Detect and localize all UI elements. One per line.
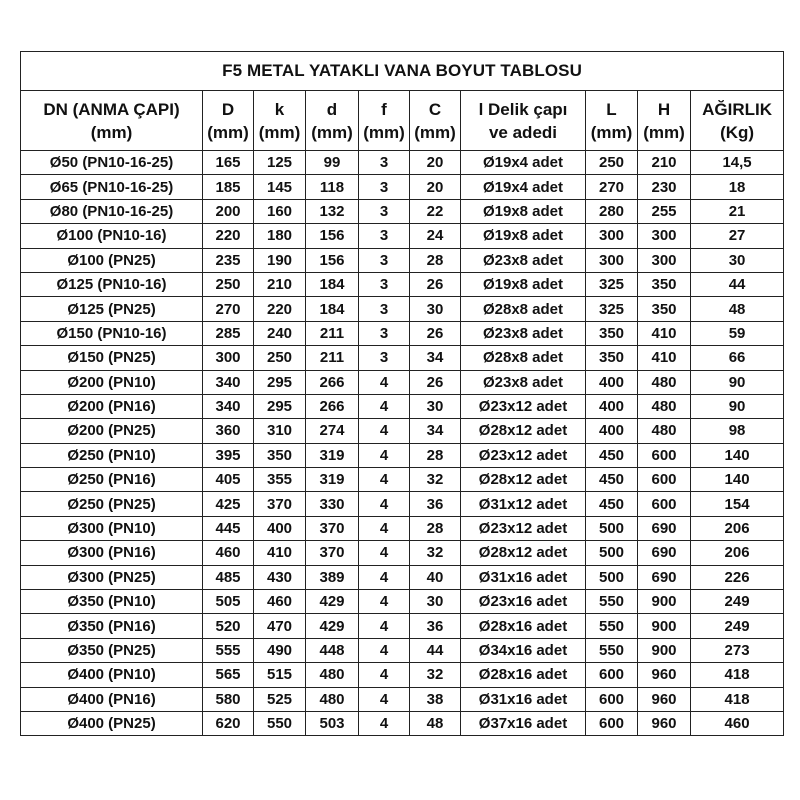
cell-h: 600 [638,443,691,467]
table-row [21,663,784,687]
cell-dn: Ø125 (PN25) [21,297,203,321]
header-bolt-holes-label: l Delik çapı [478,99,568,119]
cell-k: 145 [254,175,306,199]
cell-d-outer: 405 [203,468,254,492]
header-weight-label: AĞIRLIK [702,99,772,119]
cell-f: 4 [359,492,410,516]
table-row [21,272,784,296]
cell-d-inner: 480 [306,663,359,687]
table-row [21,199,784,223]
cell-bolt-holes: Ø28x12 adet [461,468,586,492]
cell-dn: Ø50 (PN10-16-25) [21,151,203,175]
cell-d-inner: 370 [306,516,359,540]
cell-l: 600 [586,711,638,735]
cell-bolt-holes: Ø28x16 adet [461,663,586,687]
cell-l: 400 [586,419,638,443]
cell-dn: Ø250 (PN25) [21,492,203,516]
header-dn-label: DN (ANMA ÇAPI) [43,99,180,119]
cell-weight: 249 [691,614,784,638]
header-d-inner-label: d [326,99,338,119]
cell-c: 26 [410,272,461,296]
cell-l: 300 [586,248,638,272]
cell-weight: 90 [691,370,784,394]
cell-f: 3 [359,346,410,370]
header-l-unit: (mm) [590,122,633,142]
cell-d-outer: 505 [203,590,254,614]
cell-f: 4 [359,711,410,735]
table-row [21,248,784,272]
cell-c: 48 [410,711,461,735]
cell-k: 220 [254,297,306,321]
header-bolt-holes [461,91,586,151]
table-row [21,516,784,540]
header-d-inner [306,91,359,151]
cell-d-inner: 274 [306,419,359,443]
cell-bolt-holes: Ø31x12 adet [461,492,586,516]
cell-d-outer: 285 [203,321,254,345]
cell-bolt-holes: Ø23x12 adet [461,516,586,540]
cell-l: 550 [586,614,638,638]
header-d-inner-unit: (mm) [311,122,353,142]
cell-d-inner: 156 [306,248,359,272]
cell-bolt-holes: Ø23x12 adet [461,443,586,467]
cell-d-inner: 480 [306,687,359,711]
cell-d-outer: 165 [203,151,254,175]
cell-f: 4 [359,394,410,418]
header-c-label: C [428,99,442,119]
header-bolt-holes-unit: ve adedi [488,122,558,142]
cell-c: 34 [410,346,461,370]
cell-k: 180 [254,224,306,248]
cell-d-inner: 370 [306,541,359,565]
table-row [21,541,784,565]
cell-d-outer: 185 [203,175,254,199]
cell-weight: 44 [691,272,784,296]
header-h [638,91,691,151]
table-body [21,151,784,736]
cell-d-inner: 118 [306,175,359,199]
cell-h: 410 [638,321,691,345]
cell-bolt-holes: Ø31x16 adet [461,687,586,711]
header-d-outer-unit: (mm) [207,122,249,142]
cell-k: 400 [254,516,306,540]
cell-weight: 140 [691,468,784,492]
cell-bolt-holes: Ø23x12 adet [461,394,586,418]
cell-dn: Ø350 (PN25) [21,638,203,662]
table-row [21,711,784,735]
cell-d-inner: 99 [306,151,359,175]
cell-f: 3 [359,248,410,272]
cell-d-inner: 184 [306,272,359,296]
cell-f: 4 [359,687,410,711]
cell-weight: 30 [691,248,784,272]
cell-bolt-holes: Ø19x4 adet [461,151,586,175]
table-row [21,687,784,711]
table-title: F5 METAL YATAKLI VANA BOYUT TABLOSU [21,52,784,91]
cell-d-inner: 330 [306,492,359,516]
cell-weight: 27 [691,224,784,248]
cell-k: 210 [254,272,306,296]
cell-c: 22 [410,199,461,223]
cell-k: 250 [254,346,306,370]
cell-l: 280 [586,199,638,223]
cell-k: 310 [254,419,306,443]
cell-l: 450 [586,443,638,467]
cell-d-outer: 270 [203,297,254,321]
header-dn [21,91,203,151]
cell-bolt-holes: Ø19x8 adet [461,272,586,296]
table-row [21,346,784,370]
cell-h: 690 [638,565,691,589]
cell-f: 3 [359,272,410,296]
cell-d-outer: 445 [203,516,254,540]
cell-bolt-holes: Ø23x16 adet [461,590,586,614]
cell-k: 160 [254,199,306,223]
cell-d-outer: 520 [203,614,254,638]
cell-h: 480 [638,394,691,418]
cell-d-inner: 389 [306,565,359,589]
cell-h: 255 [638,199,691,223]
cell-weight: 154 [691,492,784,516]
cell-f: 4 [359,541,410,565]
cell-bolt-holes: Ø19x8 adet [461,224,586,248]
header-f [359,91,410,151]
header-d-outer-label: D [221,99,235,119]
cell-f: 3 [359,199,410,223]
cell-d-outer: 425 [203,492,254,516]
cell-d-inner: 429 [306,614,359,638]
cell-l: 500 [586,516,638,540]
header-weight-unit: (Kg) [720,122,755,142]
cell-weight: 206 [691,516,784,540]
cell-d-outer: 460 [203,541,254,565]
cell-l: 400 [586,394,638,418]
cell-weight: 66 [691,346,784,370]
cell-bolt-holes: Ø19x4 adet [461,175,586,199]
cell-l: 450 [586,492,638,516]
cell-weight: 21 [691,199,784,223]
cell-c: 36 [410,492,461,516]
cell-weight: 90 [691,394,784,418]
cell-c: 30 [410,590,461,614]
cell-k: 550 [254,711,306,735]
header-h-unit: (mm) [643,122,685,142]
cell-f: 4 [359,468,410,492]
cell-c: 24 [410,224,461,248]
cell-c: 28 [410,516,461,540]
cell-k: 125 [254,151,306,175]
cell-weight: 460 [691,711,784,735]
table-row [21,614,784,638]
cell-k: 355 [254,468,306,492]
cell-d-inner: 448 [306,638,359,662]
header-row [21,91,784,151]
cell-f: 3 [359,175,410,199]
cell-h: 960 [638,687,691,711]
cell-l: 400 [586,370,638,394]
cell-c: 28 [410,248,461,272]
cell-d-outer: 235 [203,248,254,272]
cell-d-inner: 503 [306,711,359,735]
cell-d-outer: 340 [203,370,254,394]
cell-k: 490 [254,638,306,662]
cell-weight: 48 [691,297,784,321]
cell-h: 960 [638,711,691,735]
cell-dn: Ø250 (PN16) [21,468,203,492]
cell-d-outer: 580 [203,687,254,711]
cell-f: 4 [359,565,410,589]
cell-bolt-holes: Ø23x8 adet [461,321,586,345]
table-row [21,394,784,418]
cell-dn: Ø400 (PN16) [21,687,203,711]
header-d-outer [203,91,254,151]
table-row [21,175,784,199]
cell-c: 32 [410,468,461,492]
cell-d-inner: 319 [306,443,359,467]
table-row [21,638,784,662]
cell-c: 36 [410,614,461,638]
cell-f: 4 [359,638,410,662]
cell-f: 4 [359,419,410,443]
cell-dn: Ø300 (PN16) [21,541,203,565]
cell-l: 350 [586,346,638,370]
valve-dimension-table [20,51,784,736]
table-row [21,492,784,516]
cell-d-inner: 266 [306,394,359,418]
cell-weight: 59 [691,321,784,345]
header-h-label: H [657,99,671,119]
cell-bolt-holes: Ø34x16 adet [461,638,586,662]
cell-c: 40 [410,565,461,589]
cell-dn: Ø200 (PN25) [21,419,203,443]
cell-k: 295 [254,370,306,394]
cell-dn: Ø200 (PN10) [21,370,203,394]
cell-d-inner: 156 [306,224,359,248]
cell-k: 515 [254,663,306,687]
cell-dn: Ø400 (PN10) [21,663,203,687]
header-weight [691,91,784,151]
cell-l: 350 [586,321,638,345]
cell-l: 550 [586,590,638,614]
cell-h: 300 [638,224,691,248]
cell-h: 300 [638,248,691,272]
cell-weight: 140 [691,443,784,467]
cell-bolt-holes: Ø23x8 adet [461,370,586,394]
table-row [21,590,784,614]
header-k [254,91,306,151]
cell-d-inner: 211 [306,321,359,345]
table-row [21,419,784,443]
cell-dn: Ø350 (PN10) [21,590,203,614]
cell-h: 900 [638,614,691,638]
cell-dn: Ø150 (PN10-16) [21,321,203,345]
cell-dn: Ø300 (PN25) [21,565,203,589]
header-k-label: k [274,99,285,119]
cell-bolt-holes: Ø28x16 adet [461,614,586,638]
cell-bolt-holes: Ø28x8 adet [461,297,586,321]
cell-c: 34 [410,419,461,443]
cell-k: 240 [254,321,306,345]
cell-weight: 206 [691,541,784,565]
cell-h: 600 [638,492,691,516]
cell-h: 600 [638,468,691,492]
cell-f: 3 [359,151,410,175]
cell-dn: Ø150 (PN25) [21,346,203,370]
header-l [586,91,638,151]
cell-c: 30 [410,297,461,321]
cell-dn: Ø200 (PN16) [21,394,203,418]
cell-l: 450 [586,468,638,492]
cell-f: 4 [359,663,410,687]
cell-d-outer: 250 [203,272,254,296]
cell-d-outer: 200 [203,199,254,223]
cell-f: 4 [359,590,410,614]
cell-h: 480 [638,370,691,394]
cell-d-outer: 485 [203,565,254,589]
cell-c: 38 [410,687,461,711]
cell-k: 525 [254,687,306,711]
cell-d-outer: 300 [203,346,254,370]
cell-dn: Ø400 (PN25) [21,711,203,735]
cell-l: 270 [586,175,638,199]
cell-weight: 226 [691,565,784,589]
cell-d-outer: 565 [203,663,254,687]
cell-h: 690 [638,541,691,565]
cell-bolt-holes: Ø31x16 adet [461,565,586,589]
cell-dn: Ø125 (PN10-16) [21,272,203,296]
cell-weight: 249 [691,590,784,614]
cell-d-inner: 429 [306,590,359,614]
cell-h: 350 [638,272,691,296]
cell-dn: Ø300 (PN10) [21,516,203,540]
cell-l: 500 [586,541,638,565]
cell-h: 690 [638,516,691,540]
header-c [410,91,461,151]
cell-l: 300 [586,224,638,248]
cell-l: 325 [586,297,638,321]
cell-d-inner: 184 [306,297,359,321]
table-row [21,321,784,345]
cell-c: 44 [410,638,461,662]
cell-bolt-holes: Ø37x16 adet [461,711,586,735]
cell-bolt-holes: Ø28x12 adet [461,419,586,443]
cell-f: 4 [359,614,410,638]
cell-k: 190 [254,248,306,272]
table-row [21,297,784,321]
cell-l: 600 [586,663,638,687]
cell-l: 250 [586,151,638,175]
cell-h: 230 [638,175,691,199]
header-f-unit: (mm) [363,122,405,142]
header-dn-unit: (mm) [90,122,133,142]
cell-d-outer: 395 [203,443,254,467]
table-row [21,468,784,492]
cell-l: 550 [586,638,638,662]
cell-f: 3 [359,321,410,345]
cell-h: 410 [638,346,691,370]
cell-l: 600 [586,687,638,711]
cell-f: 4 [359,516,410,540]
cell-d-inner: 211 [306,346,359,370]
cell-k: 430 [254,565,306,589]
cell-dn: Ø250 (PN10) [21,443,203,467]
cell-c: 32 [410,663,461,687]
cell-h: 350 [638,297,691,321]
cell-d-outer: 340 [203,394,254,418]
header-l-label: L [606,99,617,119]
cell-dn: Ø350 (PN16) [21,614,203,638]
cell-d-inner: 132 [306,199,359,223]
cell-c: 32 [410,541,461,565]
cell-h: 900 [638,590,691,614]
table-row [21,443,784,467]
cell-dn: Ø80 (PN10-16-25) [21,199,203,223]
cell-d-inner: 319 [306,468,359,492]
cell-h: 960 [638,663,691,687]
cell-weight: 98 [691,419,784,443]
cell-d-inner: 266 [306,370,359,394]
cell-k: 350 [254,443,306,467]
cell-f: 3 [359,224,410,248]
cell-h: 900 [638,638,691,662]
header-c-unit: (mm) [414,122,456,142]
cell-c: 28 [410,443,461,467]
table-row [21,151,784,175]
cell-k: 470 [254,614,306,638]
cell-f: 4 [359,443,410,467]
cell-weight: 418 [691,687,784,711]
cell-c: 20 [410,175,461,199]
cell-c: 20 [410,151,461,175]
cell-d-outer: 620 [203,711,254,735]
cell-h: 480 [638,419,691,443]
cell-k: 295 [254,394,306,418]
cell-weight: 14,5 [691,151,784,175]
cell-l: 500 [586,565,638,589]
cell-bolt-holes: Ø23x8 adet [461,248,586,272]
cell-dn: Ø65 (PN10-16-25) [21,175,203,199]
header-f-label: f [381,99,387,119]
table-row [21,565,784,589]
cell-bolt-holes: Ø28x12 adet [461,541,586,565]
cell-f: 4 [359,370,410,394]
cell-weight: 273 [691,638,784,662]
cell-dn: Ø100 (PN10-16) [21,224,203,248]
cell-c: 26 [410,370,461,394]
cell-k: 460 [254,590,306,614]
cell-k: 410 [254,541,306,565]
cell-bolt-holes: Ø28x8 adet [461,346,586,370]
cell-l: 325 [586,272,638,296]
header-k-unit: (mm) [258,122,301,142]
cell-k: 370 [254,492,306,516]
cell-d-outer: 220 [203,224,254,248]
cell-bolt-holes: Ø19x8 adet [461,199,586,223]
cell-c: 26 [410,321,461,345]
cell-f: 3 [359,297,410,321]
table-row [21,370,784,394]
cell-dn: Ø100 (PN25) [21,248,203,272]
cell-d-outer: 555 [203,638,254,662]
cell-weight: 418 [691,663,784,687]
cell-weight: 18 [691,175,784,199]
cell-h: 210 [638,151,691,175]
table-row [21,224,784,248]
cell-c: 30 [410,394,461,418]
cell-d-outer: 360 [203,419,254,443]
